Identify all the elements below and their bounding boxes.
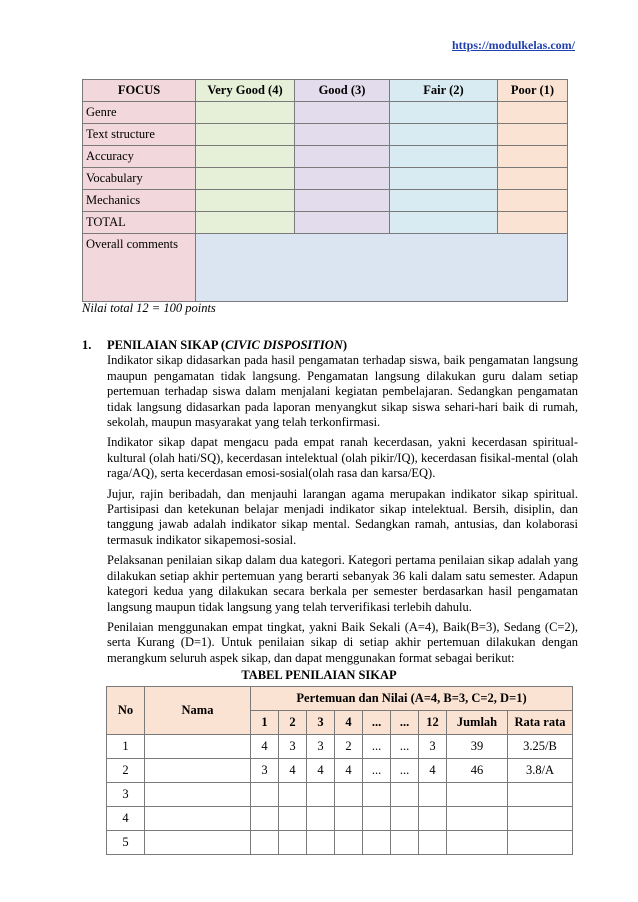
sub-header: 3 <box>307 711 335 735</box>
table-cell: ... <box>391 759 419 783</box>
rubric-row <box>83 102 568 124</box>
rubric-row <box>83 212 568 234</box>
table-row <box>107 759 573 783</box>
table-cell: 3 <box>307 735 335 759</box>
rubric-comments-row <box>83 234 568 302</box>
rubric-row-label: Mechanics <box>83 190 196 212</box>
table-cell <box>363 783 391 807</box>
table-cell <box>335 831 363 855</box>
table-cell <box>145 807 251 831</box>
table-cell <box>145 759 251 783</box>
sub-header: Rata rata <box>508 711 573 735</box>
rubric-row-label: Genre <box>83 102 196 124</box>
rubric-cell <box>498 124 568 146</box>
rubric-col-header: Poor (1) <box>498 80 568 102</box>
table-cell <box>307 783 335 807</box>
rubric-row-label: Vocabulary <box>83 168 196 190</box>
table-cell: 4 <box>279 759 307 783</box>
rubric-cell <box>390 190 498 212</box>
table-cell <box>419 831 447 855</box>
rubric-col-header: Very Good (4) <box>196 80 295 102</box>
table-cell <box>307 807 335 831</box>
rubric-comments-area <box>196 234 568 302</box>
table-row <box>107 831 573 855</box>
rubric-row-label: Accuracy <box>83 146 196 168</box>
table-cell: 1 <box>107 735 145 759</box>
table-cell <box>279 807 307 831</box>
table-cell <box>335 783 363 807</box>
rubric-col-header: FOCUS <box>83 80 196 102</box>
rubric-cell <box>390 146 498 168</box>
nama-header: Nama <box>145 687 251 735</box>
rubric-comments-label: Overall comments <box>83 234 196 302</box>
table-cell: 3.8/A <box>508 759 573 783</box>
table-cell <box>251 783 279 807</box>
table-cell <box>279 783 307 807</box>
rubric-col-header: Good (3) <box>295 80 390 102</box>
sub-header: Jumlah <box>447 711 508 735</box>
table-cell <box>419 783 447 807</box>
sub-header: ... <box>363 711 391 735</box>
table-cell: 3.25/B <box>508 735 573 759</box>
table-cell: 3 <box>251 759 279 783</box>
table-cell <box>145 831 251 855</box>
rubric-cell <box>295 124 390 146</box>
table-cell <box>307 831 335 855</box>
section-title-close: ) <box>342 338 347 352</box>
rubric-cell <box>498 212 568 234</box>
table-cell <box>279 831 307 855</box>
sikap-table <box>106 686 573 855</box>
table-cell <box>145 735 251 759</box>
table-cell: 4 <box>251 735 279 759</box>
rubric-cell <box>498 102 568 124</box>
table-cell: 3 <box>279 735 307 759</box>
table-cell: ... <box>391 735 419 759</box>
table-cell <box>447 831 508 855</box>
rubric-row <box>83 124 568 146</box>
rubric-cell <box>196 102 295 124</box>
table-row <box>107 807 573 831</box>
rubric-cell <box>295 190 390 212</box>
rubric-cell <box>390 124 498 146</box>
sikap-header-row <box>107 687 573 711</box>
rubric-row <box>83 168 568 190</box>
table-cell <box>447 783 508 807</box>
rubric-cell <box>295 168 390 190</box>
rubric-cell <box>196 212 295 234</box>
rubric-header-row <box>83 80 568 102</box>
rubric-cell <box>196 146 295 168</box>
section-title-italic: CIVIC DISPOSITION <box>225 338 343 352</box>
table-cell: 2 <box>335 735 363 759</box>
rubric-cell <box>498 146 568 168</box>
no-header: No <box>107 687 145 735</box>
table-cell: ... <box>363 735 391 759</box>
rubric-row <box>83 190 568 212</box>
table-cell: 2 <box>107 759 145 783</box>
rubric-cell <box>390 212 498 234</box>
table-cell: 3 <box>107 783 145 807</box>
table-cell <box>363 831 391 855</box>
paragraph: Pelaksanan penilaian sikap dalam dua kategori. Kategori pertama penilaian sikap adalah yang dilakukan setiap akhir pertemuan yang berarti sebanyak 36 kali dalam satu semester. Adapun kategori kedua yang dilakukan secara berkala per semester berdasarkan hasil pengamatan langsung maupun tidak langsung yang telah terverifikasi terlebih dahulu. <box>107 553 578 614</box>
table-cell <box>391 783 419 807</box>
table-cell <box>251 831 279 855</box>
table-cell: 3 <box>419 735 447 759</box>
table-cell <box>335 807 363 831</box>
paragraph: Indikator sikap dapat mengacu pada empat ranah kecerdasan, yakni kecerdasan spiritual-kultural (olah hati/SQ), kecerdasan intelektual (olah pikir/IQ), kecerdasan fisikal-mental (olah raga/AQ), serta kecerdasan emosi-sosial(olah rasa dan karsa/EQ). <box>107 435 578 481</box>
paragraph: Indikator sikap didasarkan pada hasil pengamatan terhadap siswa, baik pengamatan langsung maupun pengamatan tidak langsung. Pengamatan langsung dilakukan guru dalam setiap pertemuan terhadap siswa dalam menjalani kegiatan pembelajaran. Sedangkan pengamatan tidak langsung didasarkan pada laporan menyangkut sikap siswa sehari-hari baik di rumah, sekolah, maupun masyarakat yang telah terkonfirmasi. <box>107 353 578 430</box>
sikap-table-title: TABEL PENILAIAN SIKAP <box>241 668 397 682</box>
table-cell <box>251 807 279 831</box>
table-row <box>107 735 573 759</box>
table-cell <box>508 807 573 831</box>
section-penilaian-sikap <box>82 338 578 671</box>
table-cell: 46 <box>447 759 508 783</box>
rubric-cell <box>390 168 498 190</box>
table-cell <box>508 831 573 855</box>
rubric-cell <box>498 190 568 212</box>
table-cell: ... <box>363 759 391 783</box>
paragraph: Jujur, rajin beribadah, dan menjauhi larangan agama merupakan indikator sikap spiritual. Partisipasi dan ketekunan belajar menjadi indikator sikap intelektual. Bersih, disiplin, dan tanggung jawab adalah indikator sikap mental. Sedangkan ramah, antusias, dan kolaborasi termasuk indikator sikapemosi-sosial. <box>107 486 578 547</box>
table-cell: 4 <box>307 759 335 783</box>
nilai-total-note: Nilai total 12 = 100 points <box>82 301 216 315</box>
rubric-cell <box>295 102 390 124</box>
table-cell: 4 <box>335 759 363 783</box>
rubric-cell <box>498 168 568 190</box>
sub-header: 4 <box>335 711 363 735</box>
table-cell <box>145 783 251 807</box>
rubric-row-label: Text structure <box>83 124 196 146</box>
rubric-cell <box>196 168 295 190</box>
section-heading <box>82 338 578 353</box>
section-title: PENILAIAN SIKAP ( <box>107 338 226 352</box>
table-cell <box>419 807 447 831</box>
table-cell <box>391 831 419 855</box>
rubric-row-label: TOTAL <box>83 212 196 234</box>
rubric-cell <box>196 190 295 212</box>
rubric-col-header: Fair (2) <box>390 80 498 102</box>
rubric-cell <box>295 146 390 168</box>
table-cell: 5 <box>107 831 145 855</box>
rubric-cell <box>196 124 295 146</box>
section-body <box>107 353 578 666</box>
table-cell: 4 <box>107 807 145 831</box>
sub-header: ... <box>391 711 419 735</box>
sikap-body <box>107 735 573 855</box>
rubric-row <box>83 146 568 168</box>
rubric-table <box>82 79 568 302</box>
table-cell <box>508 783 573 807</box>
table-cell <box>391 807 419 831</box>
table-row <box>107 783 573 807</box>
table-cell: 39 <box>447 735 508 759</box>
pertemuan-group-header: Pertemuan dan Nilai (A=4, B=3, C=2, D=1) <box>251 687 573 711</box>
rubric-cell <box>390 102 498 124</box>
header-link[interactable]: https://modulkelas.com/ <box>451 38 575 52</box>
paragraph: Penilaian menggunakan empat tingkat, yakni Baik Sekali (A=4), Baik(B=3), Sedang (C=2), serta Kurang (D=1). Untuk penilaian sikap di setiap akhir pertemuan dilakukan dengan merangkum seluruh aspek sikap, dan dapat menggunakan format sebagai berikut: <box>107 619 578 665</box>
sub-header: 12 <box>419 711 447 735</box>
table-cell: 4 <box>419 759 447 783</box>
section-number: 1. <box>82 338 92 352</box>
table-cell <box>447 807 508 831</box>
rubric-cell <box>295 212 390 234</box>
table-cell <box>363 807 391 831</box>
sub-header: 1 <box>251 711 279 735</box>
sub-header: 2 <box>279 711 307 735</box>
